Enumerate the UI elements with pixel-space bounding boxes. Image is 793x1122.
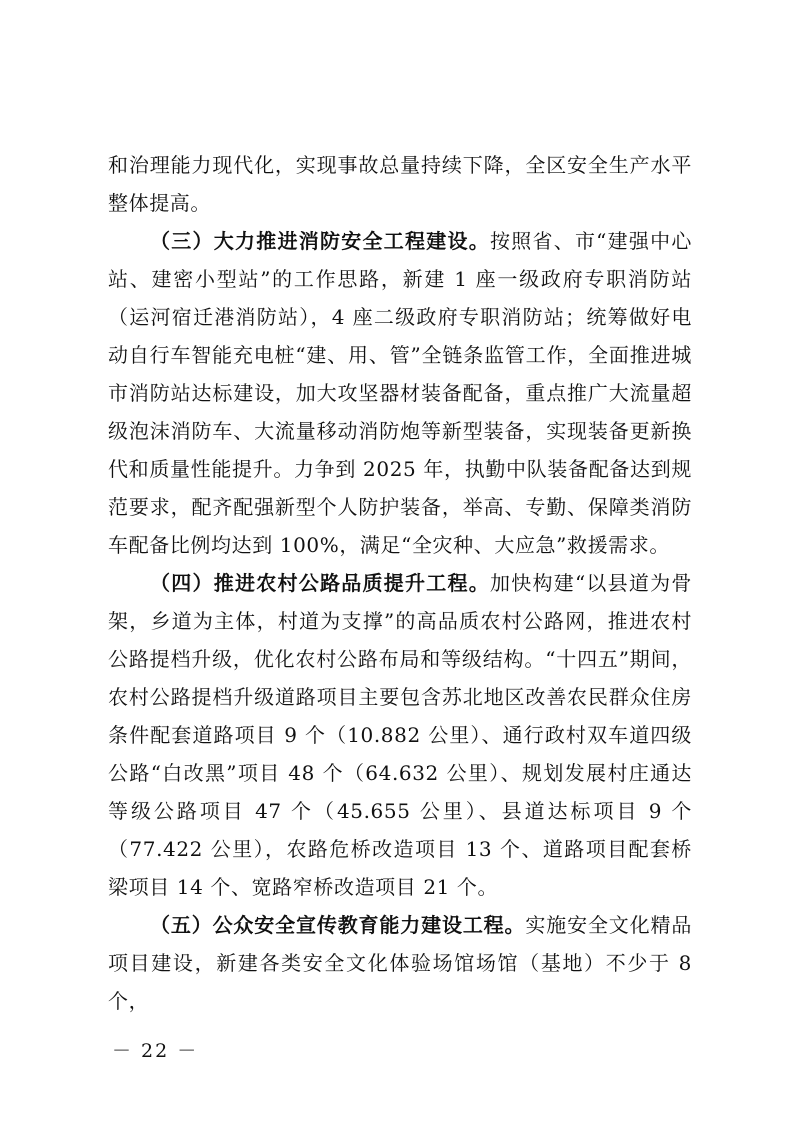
paragraph-text: 和治理能力现代化，实现事故总量持续下降，全区安全生产水平整体提高。	[108, 153, 692, 215]
section-heading-3: （三）大力推进消防安全工程建设。	[150, 229, 490, 253]
paragraph-fire-safety	[108, 222, 692, 564]
paragraph-safety-education	[108, 906, 692, 1020]
paragraph-text: 按照省、市“建强中心站、建密小型站”的工作思路，新建 1 座一级政府专职消防站（运河宿迁港消防站），4 座二级政府专职消防站；统筹做好电动自行车智能充电桩“建、用、管”全链条监管工作，全面推进城市消防站达标建设，加大攻坚器材装备配备，重点推广大流量超级泡沫消防车、大流量移动消防炮等新型装备，实现装备更新换代和质量性能提升。力争到 2025 年，执勤中队装备配备达到规范要求，配齐配强新型个人防护装备，举高、专勤、保障类消防车配备比例均达到 100%，满足“全灾种、大应急”救援需求。	[108, 229, 692, 557]
paragraph-text: 加快构建“以县道为骨架，乡道为主体，村道为支撑”的高品质农村公路网，推进农村公路提档升级，优化农村公路布局和等级结构。“十四五”期间，农村公路提档升级道路项目主要包含苏北地区改善农民群众住房条件配套道路项目 9 个（10.882 公里）、通行政村双车道四级公路“白改黑”项目 48 个（64.632 公里）、规划发展村庄通达等级公路项目 47 个（45.655 公里）、县道达标项目 9 个（77.422 公里），农路危桥改造项目 13 个、道路项目配套桥梁项目 14 个、宽路窄桥改造项目 21 个。	[108, 571, 692, 899]
paragraph-text: 实施安全文化精品项目建设，新建各类安全文化体验场馆场馆（基地）不少于 8 个，	[108, 913, 692, 1013]
paragraph-rural-roads	[108, 564, 692, 906]
section-heading-5: （五）公众安全宣传教育能力建设工程。	[150, 913, 526, 937]
page-number: － 22 －	[112, 1040, 199, 1062]
paragraph-continuation	[108, 146, 692, 222]
body-text	[108, 146, 692, 1020]
section-heading-4: （四）推进农村公路品质提升工程。	[150, 571, 490, 595]
